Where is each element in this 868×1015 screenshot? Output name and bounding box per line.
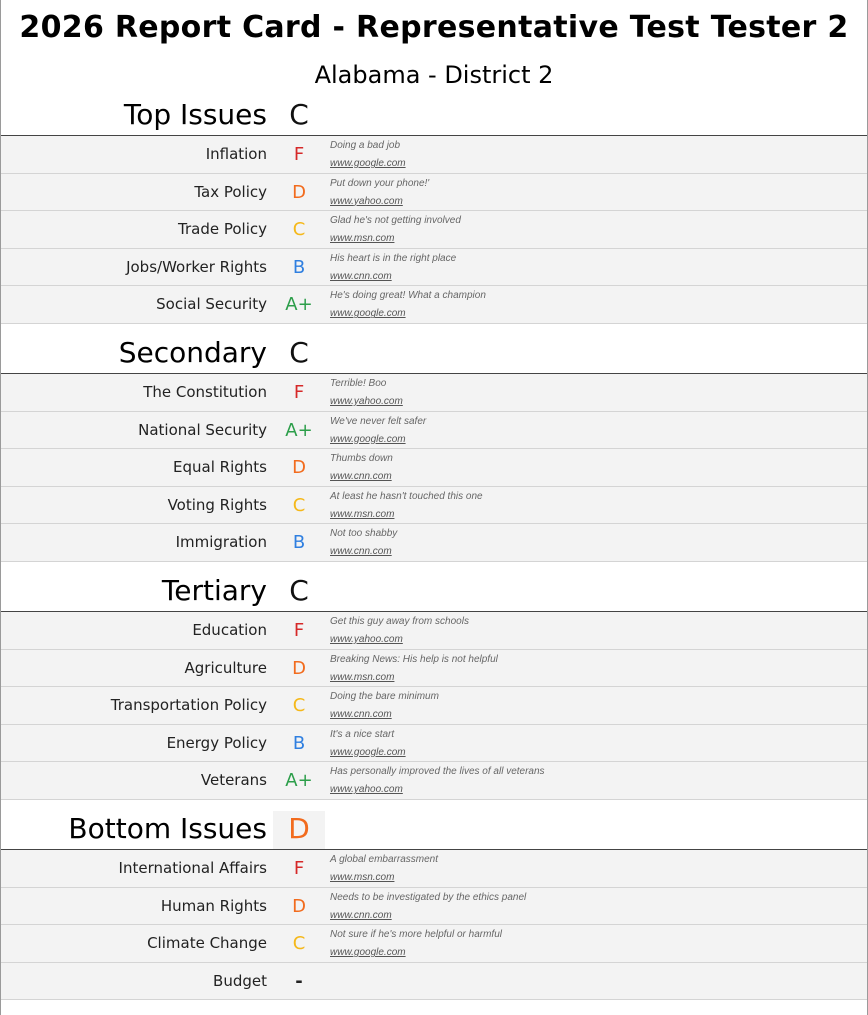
issue-row: [1, 687, 867, 725]
section-grade: C: [289, 98, 309, 131]
issue-comment: We've never felt safer: [330, 415, 427, 427]
issue-row: [1, 286, 867, 324]
issue-name: Voting Rights: [167, 495, 267, 514]
issue-name: International Affairs: [118, 858, 267, 877]
source-link[interactable]: www.cnn.com: [330, 471, 392, 483]
issue-name: Energy Policy: [166, 733, 267, 752]
source-link[interactable]: www.google.com: [330, 746, 406, 758]
issue-grade: F: [293, 381, 305, 403]
issue-name: Trade Policy: [178, 220, 267, 239]
issue-grade: C: [292, 695, 306, 717]
source-link[interactable]: www.yahoo.com: [330, 784, 403, 796]
source-link[interactable]: www.yahoo.com: [330, 195, 403, 207]
issue-list: [1, 373, 867, 562]
issue-row: [1, 211, 867, 249]
issue-comment: Glad he's not getting involved: [330, 215, 461, 227]
issue-comment: Doing a bad job: [330, 140, 401, 151]
issue-grade: D: [292, 457, 306, 479]
issue-grade: A+: [285, 770, 313, 792]
section-tertiary: [1, 570, 867, 800]
issue-grade: A+: [285, 419, 313, 441]
issue-grade: F: [293, 144, 305, 165]
issue-row: [1, 612, 867, 650]
section-header: [1, 570, 867, 611]
section-grade: C: [289, 573, 309, 607]
section-grade: D: [273, 811, 325, 849]
issue-comment: A global embarrassment: [330, 853, 439, 865]
issue-grade: C: [292, 933, 306, 955]
issue-name: Human Rights: [160, 896, 267, 915]
issue-row: [1, 963, 867, 1001]
issue-name: Agriculture: [184, 658, 267, 677]
issue-grade: C: [292, 494, 306, 516]
issue-comment: Get this guy away from schools: [330, 615, 469, 627]
source-link[interactable]: www.google.com: [330, 308, 406, 320]
issue-comment: Not sure if he's more helpful or harmful: [330, 929, 502, 941]
page-title: 2026 Report Card - Representative Test Tester 2: [19, 10, 849, 45]
section-title: Top Issues: [123, 98, 267, 131]
issue-comment: He's doing great! What a champion: [330, 290, 486, 302]
section-title: Bottom Issues: [68, 811, 267, 845]
issue-comment: Not too shabby: [330, 528, 398, 540]
issue-grade: D: [292, 895, 306, 917]
issue-row: [1, 487, 867, 525]
source-link[interactable]: www.msn.com: [330, 671, 395, 683]
issue-comment: Thumbs down: [330, 453, 393, 465]
section-bottom-issues: [1, 808, 867, 1000]
issue-row: [1, 374, 867, 412]
source-link[interactable]: www.yahoo.com: [330, 633, 403, 645]
source-link[interactable]: www.google.com: [330, 947, 406, 959]
section-secondary: [1, 332, 867, 562]
issue-comment: Needs to be investigated by the ethics panel: [330, 891, 527, 903]
issue-row: [1, 650, 867, 688]
section-header: [1, 332, 867, 373]
page-subtitle: Alabama - District 2: [314, 61, 554, 89]
issue-comment: It's a nice start: [330, 728, 395, 740]
issue-row: [1, 174, 867, 212]
issue-grade: B: [292, 256, 306, 278]
issue-grade: B: [292, 732, 306, 754]
issue-grade: B: [292, 532, 306, 554]
section-top-issues: [1, 94, 867, 324]
source-link[interactable]: www.msn.com: [330, 871, 395, 883]
issue-grade: F: [293, 857, 305, 879]
issue-list: [1, 611, 867, 800]
issue-grade: D: [292, 657, 306, 679]
issue-name: Education: [192, 620, 267, 639]
issue-grade: C: [292, 219, 306, 241]
issue-name: Budget: [213, 971, 267, 990]
issue-row: [1, 725, 867, 763]
issue-comment: Doing the bare minimum: [330, 691, 439, 703]
issue-name: Immigration: [175, 533, 267, 552]
issue-name: Jobs/Worker Rights: [126, 257, 267, 276]
issue-grade: -: [295, 970, 303, 992]
source-link[interactable]: www.msn.com: [330, 508, 395, 520]
source-link[interactable]: www.cnn.com: [330, 546, 392, 558]
issue-row: [1, 412, 867, 450]
issue-comment: Terrible! Boo: [330, 377, 387, 389]
issue-name: Veterans: [200, 771, 267, 790]
source-link[interactable]: www.google.com: [330, 158, 406, 169]
issue-name: The Constitution: [143, 382, 267, 401]
issue-grade: F: [293, 619, 305, 641]
issue-name: Social Security: [156, 295, 267, 314]
section-header: [1, 94, 867, 135]
issue-row: [1, 762, 867, 800]
source-link[interactable]: www.yahoo.com: [330, 395, 403, 407]
issue-name: Climate Change: [147, 934, 267, 953]
issue-grade: A+: [285, 294, 313, 316]
issue-name: Tax Policy: [194, 182, 267, 201]
issue-comment: Breaking News: His help is not helpful: [330, 653, 498, 665]
issue-list: [1, 849, 867, 1000]
source-link[interactable]: www.cnn.com: [330, 270, 392, 282]
source-link[interactable]: www.google.com: [330, 433, 406, 445]
section-grade: C: [289, 335, 309, 369]
issue-name: National Security: [138, 420, 267, 439]
issue-row: [1, 524, 867, 562]
section-title: Secondary: [118, 335, 267, 369]
issue-grade: D: [292, 181, 306, 203]
issue-comment: At least he hasn't touched this one: [330, 490, 483, 502]
source-link[interactable]: www.msn.com: [330, 233, 395, 245]
issue-name: Inflation: [205, 145, 267, 163]
section-header: [1, 808, 867, 849]
issue-comment: Put down your phone!': [330, 177, 430, 189]
issue-comment: His heart is in the right place: [330, 252, 457, 264]
issue-name: Transportation Policy: [110, 696, 267, 715]
issue-row: [1, 136, 867, 174]
issue-comment: Has personally improved the lives of all veterans: [330, 766, 545, 778]
section-title: Tertiary: [161, 573, 267, 607]
issue-row: [1, 449, 867, 487]
issue-row: [1, 888, 867, 926]
issue-list: [1, 135, 867, 324]
issue-name: Equal Rights: [173, 458, 267, 477]
source-link[interactable]: www.cnn.com: [330, 909, 392, 921]
issue-row: [1, 249, 867, 287]
issue-row: [1, 850, 867, 888]
issue-row: [1, 925, 867, 963]
source-link[interactable]: www.cnn.com: [330, 709, 392, 721]
